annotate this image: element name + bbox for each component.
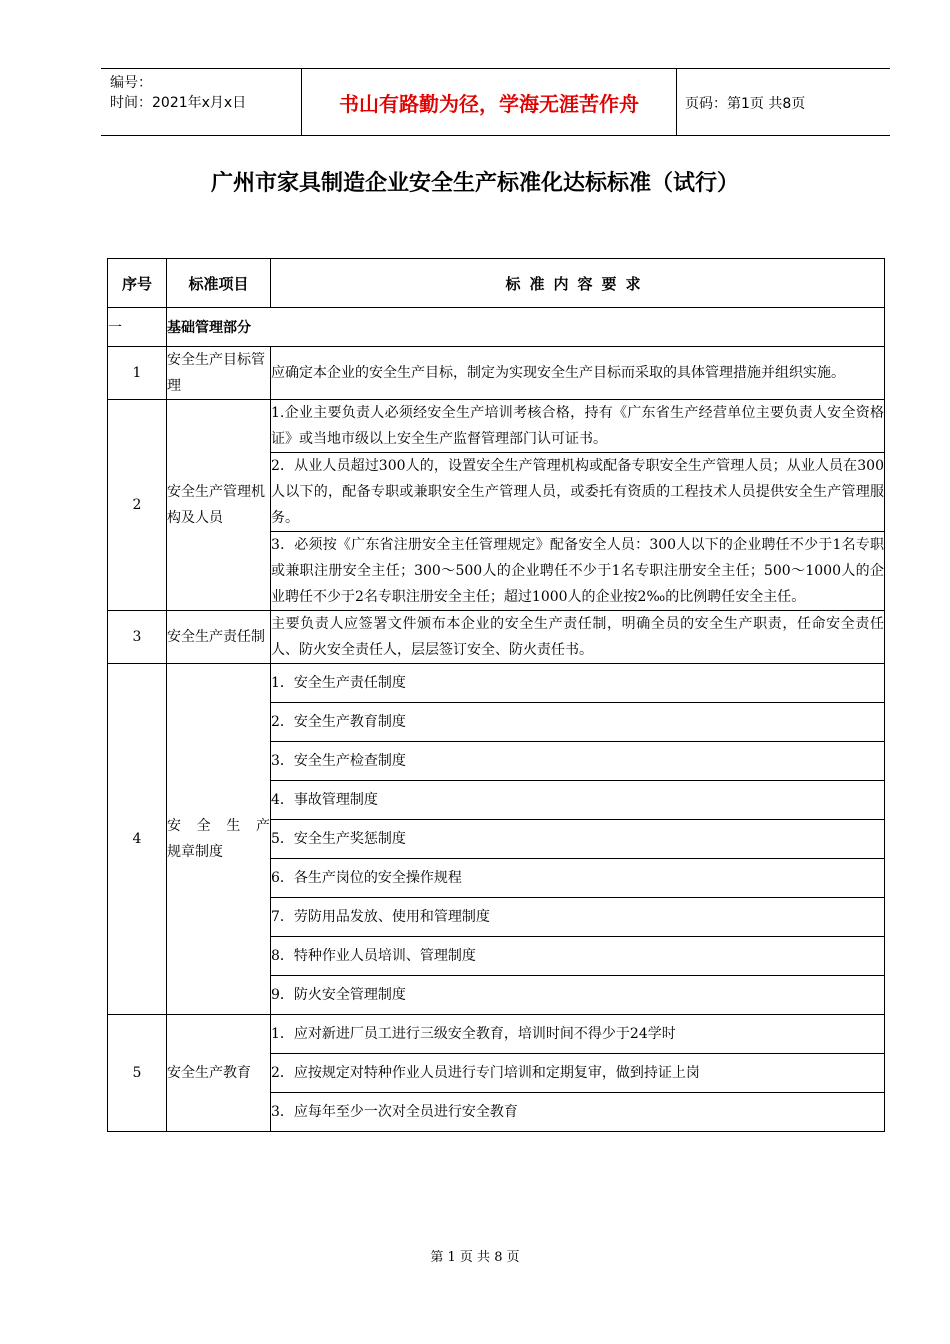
row-item: 安全生产目标管理 [167, 347, 271, 400]
time-text: 时间：2021年x月x日 [110, 95, 247, 111]
table-row [108, 664, 885, 703]
row-number: 3 [108, 611, 167, 664]
standards-table [107, 258, 885, 1132]
row-content: 7．劳防用品发放、使用和管理制度 [271, 898, 885, 937]
section-number: 一 [108, 308, 167, 347]
row-content: 6．各生产岗位的安全操作规程 [271, 859, 885, 898]
row-content: 4．事故管理制度 [271, 781, 885, 820]
row-content: 9．防火安全管理制度 [271, 976, 885, 1015]
section-row [108, 308, 885, 347]
table-row [108, 347, 885, 400]
table-header-row [108, 259, 885, 308]
row-number: 5 [108, 1015, 167, 1132]
row-item: 安全生产教育 [167, 1015, 271, 1132]
row-item: 安全生产责任制 [167, 611, 271, 664]
row-content: 3．安全生产检查制度 [271, 742, 885, 781]
row-content: 8．特种作业人员培训、管理制度 [271, 937, 885, 976]
header-item: 标准项目 [167, 259, 271, 308]
page-footer: 第 1 页 共 8 页 [430, 1250, 520, 1265]
row-content: 应确定本企业的安全生产目标，制定为实现安全生产目标而采取的具体管理措施并组织实施。 [271, 347, 885, 400]
row-content: 2．从业人员超过300人的，设置安全生产管理机构或配备专职安全生产管理人员；从业人员在300人以下的，配备专职或兼职安全生产管理人员，或委托有资质的工程技术人员提供安全生产管理服务。 [271, 453, 885, 532]
code-label: 编号： [110, 75, 152, 91]
table-row [108, 1015, 885, 1054]
row-number: 1 [108, 347, 167, 400]
table-row [108, 611, 885, 664]
row-number: 2 [108, 400, 167, 611]
page-header [101, 68, 890, 136]
row-item-line: 安全生产 [167, 818, 270, 834]
row-number: 4 [108, 664, 167, 1015]
row-content: 2．应按规定对特种作业人员进行专门培训和定期复审，做到持证上岗 [271, 1054, 885, 1093]
section-name: 基础管理部分 [167, 308, 885, 347]
row-item-line: 规章制度 [167, 844, 223, 860]
row-item: 安全生产管理机构及人员 [167, 400, 271, 611]
row-content: 主要负责人应签署文件颁布本企业的安全生产责任制，明确全员的安全生产职责，任命安全责任人、防火安全责任人，层层签订安全、防火责任书。 [271, 611, 885, 664]
row-content: 5．安全生产奖惩制度 [271, 820, 885, 859]
document-title: 广州市家具制造企业安全生产标准化达标标准（试行） [210, 170, 739, 196]
row-content: 1．安全生产责任制度 [271, 664, 885, 703]
header-meta [110, 73, 246, 113]
row-content: 3．应每年至少一次对全员进行安全教育 [271, 1093, 885, 1132]
row-item [167, 664, 271, 1015]
row-content: 2．安全生产教育制度 [271, 703, 885, 742]
header-divider [676, 69, 677, 135]
header-no: 序号 [108, 259, 167, 308]
header-page-number: 页码：第1页 共8页 [685, 96, 806, 112]
row-content: 1．应对新进厂员工进行三级安全教育，培训时间不得少于24学时 [271, 1015, 885, 1054]
table-row [108, 400, 885, 453]
row-content: 1.企业主要负责人必须经安全生产培训考核合格，持有《广东省生产经营单位主要负责人安全资格证》或当地市级以上安全生产监督管理部门认可证书。 [271, 400, 885, 453]
header-requirements: 标准内容要求 [271, 259, 885, 308]
header-motto: 书山有路勤为径，学海无涯苦作舟 [339, 91, 639, 116]
row-content: 3．必须按《广东省注册安全主任管理规定》配备安全人员：300人以下的企业聘任不少于1名专职或兼职注册安全主任；300～500人的企业聘任不少于1名专职注册安全主任；500～1000人的企业聘任不少于2名专职注册安全主任；超过1000人的企业按2‰的比例聘任安全主任。 [271, 532, 885, 611]
